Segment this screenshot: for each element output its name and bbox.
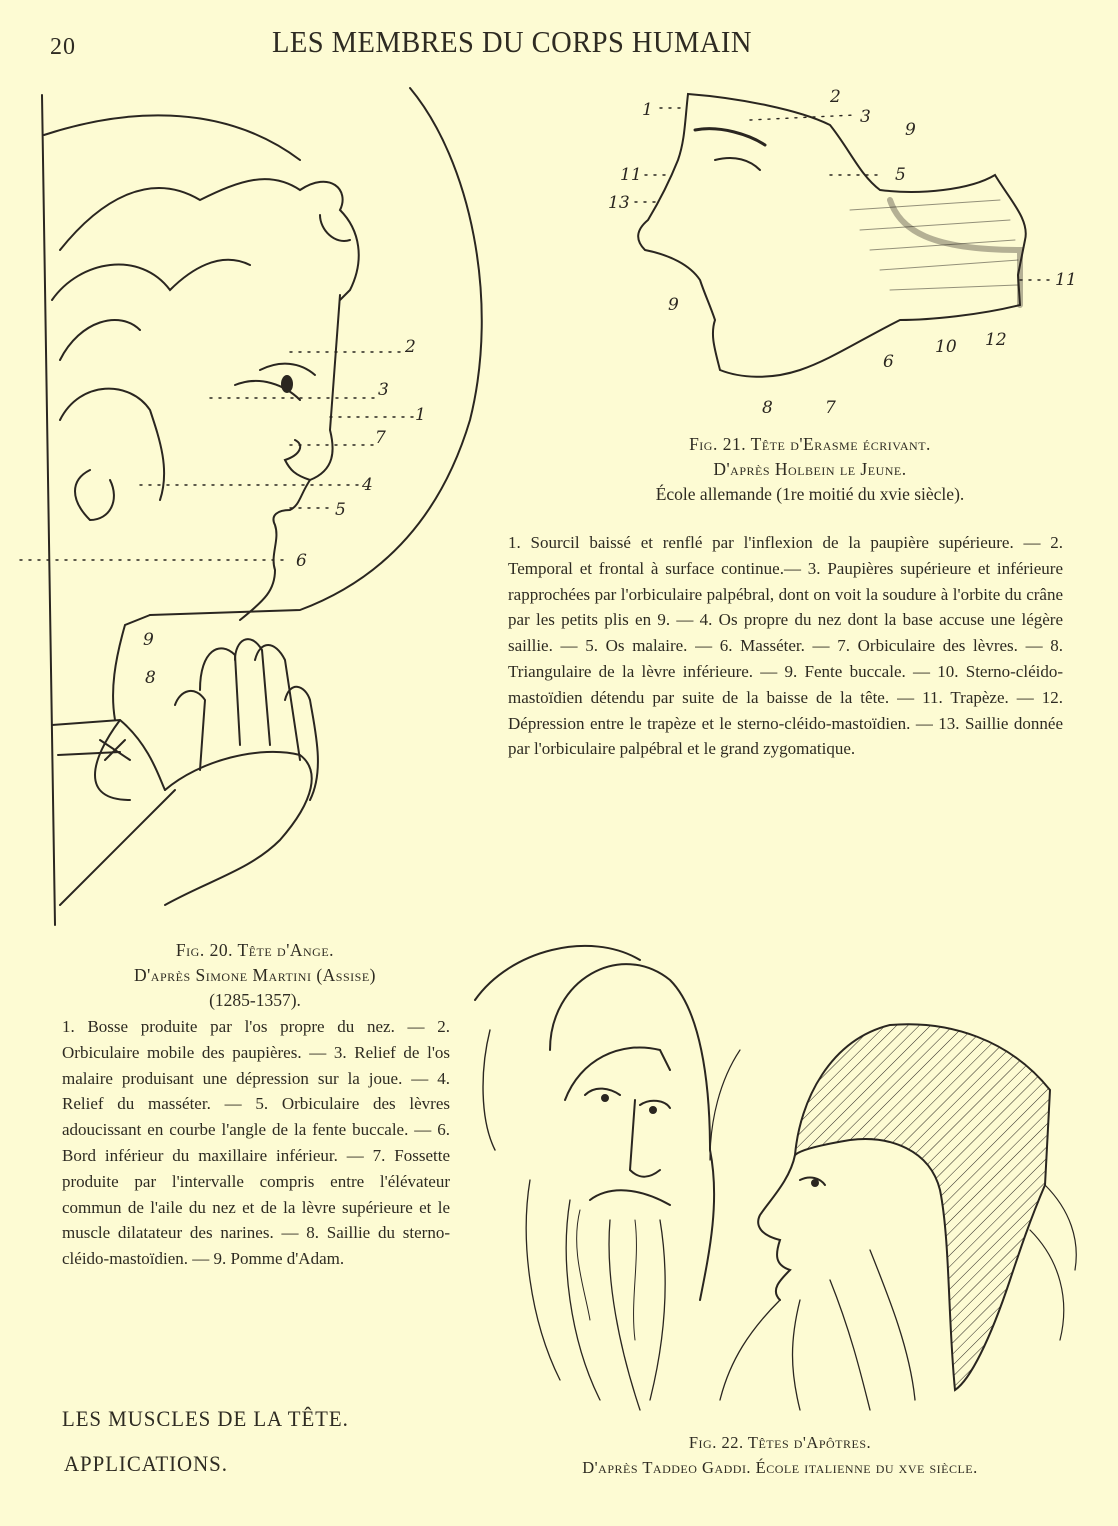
fig20-caption-dates: (1285-1357). <box>209 990 301 1010</box>
svg-text:5: 5 <box>895 165 906 185</box>
svg-text:13: 13 <box>608 193 630 213</box>
fig20-caption-source: D'après Simone Martini (Assise) <box>134 965 376 985</box>
svg-text:7: 7 <box>825 398 836 418</box>
svg-text:2: 2 <box>830 87 841 107</box>
svg-text:6: 6 <box>883 352 894 372</box>
fig22-caption <box>500 1430 1060 1480</box>
fig21-caption-source: D'après Holbein le Jeune. <box>713 459 907 479</box>
fig20-legend-text: 1. Bosse produite par l'os propre du nez. — 2. Orbiculaire mobile des paupières. — 3. Relief de l'os malaire produisant une dépression sur la joue. — 4. Relief du masséter. — 5. Orbiculaire des lèvres adoucissant en courbe l'angle de la fente buccale. — 6. Bord inférieur du maxillaire inférieur. — 7. Fossette produite par l'intervalle compris entre l'élévateur commun de l'aile du nez et de la lèvre supérieure et le muscle dilatateur des narines. — 8. Saillie du sterno-cléido-mastoïdien. — 9. Pomme d'Adam. <box>62 1017 450 1269</box>
svg-text:7: 7 <box>375 428 386 448</box>
svg-text:3: 3 <box>860 107 871 127</box>
fig21-caption <box>560 432 1060 507</box>
fig20-caption-title: Fig. 20. Tête d'Ange. <box>175 940 335 960</box>
svg-text:9: 9 <box>143 630 154 650</box>
svg-text:5: 5 <box>335 500 346 520</box>
fig21-legend-text: 1. Sourcil baissé et renflé par l'inflexion de la paupière supérieure. — 2. Temporal et frontal à surface continue.— 3. Paupières supérieure et inférieure rapprochées par l'orbiculaire palpébral, dont on voit la soudure à l'orbite du crâne par les petits plis en 9. — 4. Os propre du nez dont la base accuse une légère saillie. — 5. Os malaire. — 6. Masséter. — 7. Orbiculaire des lèvres. — 8. Triangulaire de la lèvre inférieure. — 9. Fente buccale. — 10. Sterno-cléido-mastoïdien détendu par suite de la baisse de la tête. — 11. Trapèze. — 12. Dépression entre le trapèze et le sterno-cléido-mastoïdien. — 13. Saillie donnée par l'orbiculaire palpébral et le grand zygomatique. <box>508 533 1063 759</box>
section-title-line1: LES MUSCLES DE LA TÊTE. <box>62 1406 349 1431</box>
fig20-caption <box>40 938 470 1013</box>
svg-text:1: 1 <box>642 100 653 120</box>
svg-text:9: 9 <box>668 295 679 315</box>
svg-text:8: 8 <box>762 398 773 418</box>
fig21-caption-school: École allemande (1re moitié du xvie siècle). <box>655 484 965 504</box>
fig20-illustration <box>0 80 520 930</box>
svg-text:4: 4 <box>362 475 373 495</box>
fig22-caption-source: D'après Taddeo Gaddi. École italienne du xve siècle. <box>582 1458 978 1477</box>
section-title-line2: APPLICATIONS. <box>64 1451 228 1476</box>
svg-text:8: 8 <box>145 668 156 688</box>
svg-text:3: 3 <box>378 380 389 400</box>
svg-text:11: 11 <box>1055 270 1077 290</box>
svg-text:11: 11 <box>620 165 642 185</box>
fig22-caption-title: Fig. 22. Têtes d'Apôtres. <box>688 1433 872 1452</box>
svg-text:2: 2 <box>405 337 416 357</box>
svg-text:6: 6 <box>296 551 307 571</box>
svg-text:10: 10 <box>935 337 957 357</box>
page-number: 20 <box>50 34 76 60</box>
running-head: LES MEMBRES DU CORPS HUMAIN <box>272 24 752 59</box>
svg-text:9: 9 <box>905 120 916 140</box>
fig21-legend <box>508 530 1063 762</box>
svg-text:1: 1 <box>415 405 426 425</box>
fig21-illustration <box>600 80 1080 420</box>
svg-text:12: 12 <box>985 330 1007 350</box>
fig20-legend <box>62 1014 450 1272</box>
fig21-caption-title: Fig. 21. Tête d'Erasme écrivant. <box>689 434 931 454</box>
fig22-illustration <box>470 920 1090 1430</box>
